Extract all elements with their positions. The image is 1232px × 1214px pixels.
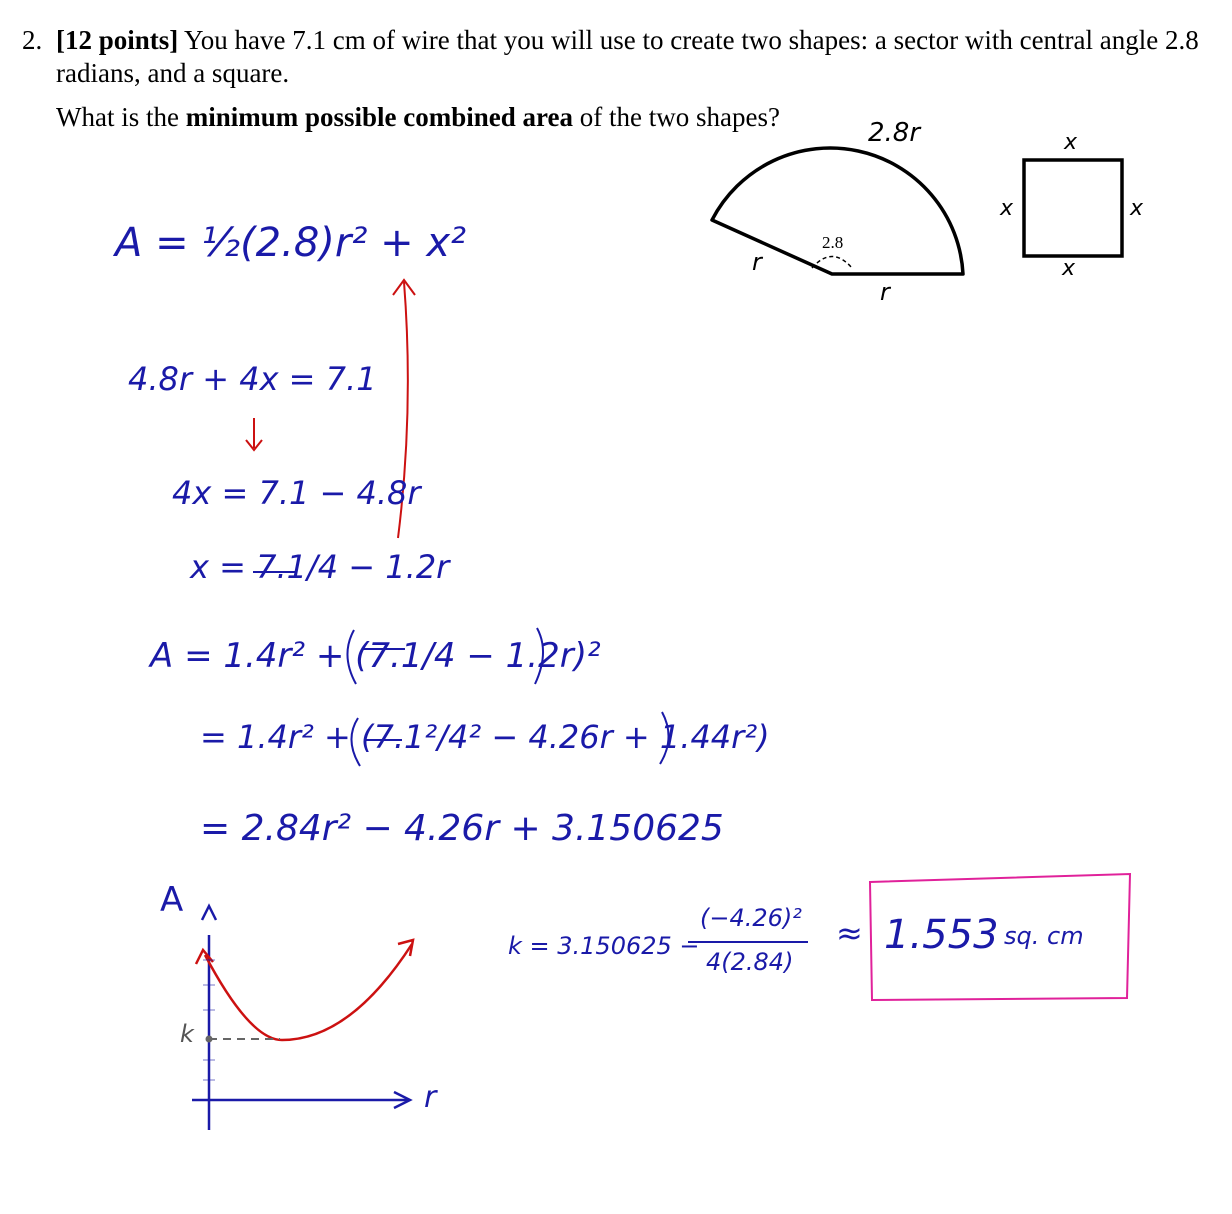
fraction-numerator: (−4.26)² xyxy=(700,904,802,932)
work-line-1: A = ½(2.8)r² + x² xyxy=(115,220,467,266)
graph-y-label: A xyxy=(160,880,184,920)
graph-x-label: r xyxy=(424,1080,437,1115)
question-prefix: What is the xyxy=(56,102,186,132)
sector-diagram xyxy=(712,148,963,274)
fraction-denominator: 4(2.84) xyxy=(706,948,794,976)
work-line-6: = 1.4r² + (7.1²/4² − 4.26r + 1.44r²) xyxy=(200,718,770,756)
fraction-bars xyxy=(253,572,808,942)
work-line-4: x = 7.1/4 − 1.2r xyxy=(190,548,450,586)
square-label-left: x xyxy=(1000,196,1014,221)
work-line-5: A = 1.4r² + (7.1/4 − 1.2r)² xyxy=(150,636,601,676)
work-line-7: = 2.84r² − 4.26r + 3.150625 xyxy=(200,808,724,849)
square-label-right: x xyxy=(1130,196,1144,221)
approx-sign: ≈ xyxy=(836,914,863,952)
radius-label-left: r xyxy=(752,248,762,276)
graph-k-label: k xyxy=(180,1020,194,1048)
square-shape xyxy=(1024,160,1122,256)
graph xyxy=(192,906,413,1130)
parabola xyxy=(205,944,412,1040)
problem-points: [12 points] xyxy=(56,25,179,55)
k-expression: k = 3.150625 − xyxy=(508,932,700,960)
question-suffix: of the two shapes? xyxy=(573,102,780,132)
work-line-2: 4.8r + 4x = 7.1 xyxy=(128,360,377,398)
work-line-3: 4x = 7.1 − 4.8r xyxy=(172,474,421,512)
radius-label-bottom: r xyxy=(880,278,890,306)
answer-unit: sq. cm xyxy=(1004,922,1084,950)
question-bold: minimum possible combined area xyxy=(185,102,573,132)
square-label-bottom: x xyxy=(1062,256,1076,281)
answer-value: 1.553 xyxy=(884,912,999,958)
arc-label: 2.8r xyxy=(868,118,921,148)
angle-label: 2.8 xyxy=(822,233,844,252)
problem-number: 2. xyxy=(22,25,43,55)
square-label-top: x xyxy=(1064,130,1078,155)
problem-text: You have 7.1 cm of wire that you will use to create two shapes: a sector with central angle 2.8 radians, and a square. xyxy=(56,25,1199,88)
